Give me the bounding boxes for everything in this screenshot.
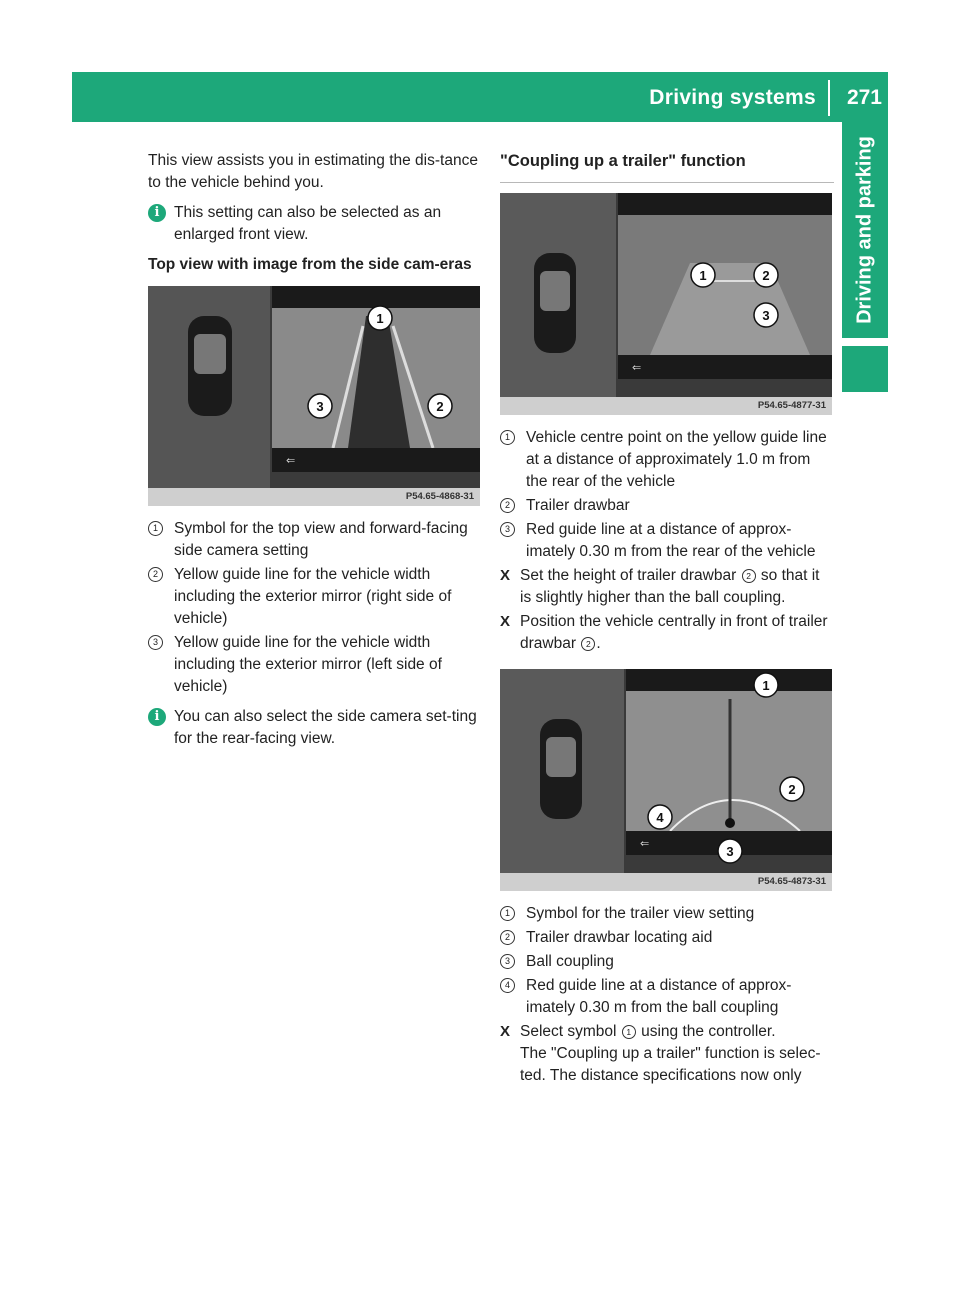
action-arrow-icon: X [500, 1023, 511, 1040]
legend-number: 3 [500, 522, 515, 537]
legend-item [500, 951, 834, 973]
figure-code: P54.65-4877-31 [500, 397, 832, 415]
action-step [500, 565, 834, 609]
action-step [500, 611, 834, 655]
left-column [148, 150, 482, 758]
legend-item [148, 518, 482, 562]
inline-callout: 1 [622, 1025, 636, 1039]
legend-item [500, 903, 834, 925]
action-text: so that it is slightly higher than the ball coupling. [520, 567, 820, 606]
action-arrow-icon: X [500, 567, 511, 584]
inline-callout: 2 [742, 569, 756, 583]
legend-item [148, 632, 482, 698]
legend-item [500, 495, 834, 517]
legend-text: Red guide line at a distance of approx-imately 0.30 m from the rear of the vehicle [526, 521, 816, 560]
camera-image-side [148, 286, 480, 488]
info-icon: i [148, 204, 166, 222]
right-column [500, 150, 834, 1089]
page-header [72, 72, 888, 122]
legend-item [500, 927, 834, 949]
figure-code: P54.65-4873-31 [500, 873, 832, 891]
action-text: Select symbol [520, 1023, 617, 1040]
legend-item [500, 975, 834, 1019]
action-text: . [596, 635, 601, 652]
legend-number: 1 [500, 430, 515, 445]
action-arrow-icon: X [500, 613, 511, 630]
inline-callout: 2 [581, 637, 595, 651]
camera-figure-side [148, 286, 480, 506]
header-divider [828, 80, 830, 116]
camera-figure-coupling [500, 193, 832, 415]
info-note [148, 202, 482, 246]
legend-text: Symbol for the top view and forward-facing side camera setting [174, 520, 468, 559]
action-result-text: The "Coupling up a trailer" function is selec-ted. The distance specifications now only [520, 1045, 821, 1084]
legend-number: 4 [500, 978, 515, 993]
action-text: Position the vehicle centrally in front of trailer drawbar [520, 613, 828, 652]
info-note-text: You can also select the side camera set-ting for the rear-facing view. [174, 708, 477, 747]
section-title: "Coupling up a trailer" function [500, 150, 834, 183]
info-note [148, 706, 482, 750]
legend-number: 3 [148, 635, 163, 650]
action-text: Set the height of trailer drawbar [520, 567, 737, 584]
callout-2: 2 [788, 782, 796, 797]
callout-3: 3 [762, 308, 770, 323]
legend-text: Ball coupling [526, 953, 614, 970]
legend-text: Vehicle centre point on the yellow guide line at a distance of approximately 1.0 m from the rear of the vehicle [526, 429, 827, 490]
legend-text: Symbol for the trailer view setting [526, 905, 755, 922]
info-note-text: This setting can also be selected as an enlarged front view. [174, 204, 442, 243]
svg-text:⇐: ⇐ [640, 837, 650, 850]
legend-item [500, 427, 834, 493]
legend-number: 2 [500, 498, 515, 513]
legend-number: 1 [500, 906, 515, 921]
camera-figure-trailer [500, 669, 832, 891]
action-step [500, 1021, 834, 1087]
callout-3: 3 [316, 399, 324, 414]
legend-text: Yellow guide line for the vehicle width including the exterior mirror (left side of vehicle) [174, 634, 442, 695]
callout-1: 1 [699, 268, 707, 283]
page-number: 271 [846, 86, 882, 109]
chapter-tab-label: Driving and parking [853, 136, 876, 324]
chapter-marker [842, 346, 888, 392]
callout-2: 2 [436, 399, 444, 414]
header-title: Driving systems [649, 86, 816, 109]
subheading: Top view with image from the side cam-eras [148, 256, 472, 273]
callout-1: 1 [762, 678, 770, 693]
svg-text:⇐: ⇐ [632, 361, 642, 374]
action-text: using the controller. [641, 1023, 776, 1040]
callout-3: 3 [726, 844, 734, 859]
info-icon: i [148, 708, 166, 726]
legend-text: Yellow guide line for the vehicle width including the exterior mirror (right side of vehicle) [174, 566, 452, 627]
legend-number: 3 [500, 954, 515, 969]
chapter-tab [842, 122, 888, 338]
callout-4: 4 [656, 810, 664, 825]
legend-number: 2 [500, 930, 515, 945]
legend-item [148, 564, 482, 630]
legend-text: Trailer drawbar [526, 497, 630, 514]
camera-image-trailer [500, 669, 832, 873]
legend-text: Trailer drawbar locating aid [526, 929, 713, 946]
intro-paragraph: This view assists you in estimating the dis-tance to the vehicle behind you. [148, 152, 478, 191]
svg-text:⇐: ⇐ [286, 454, 296, 467]
legend-item [500, 519, 834, 563]
camera-image-coupling [500, 193, 832, 397]
legend-number: 2 [148, 567, 163, 582]
legend-text: Red guide line at a distance of approx-imately 0.30 m from the ball coupling [526, 977, 792, 1016]
legend-number: 1 [148, 521, 163, 536]
callout-2: 2 [762, 268, 770, 283]
callout-1: 1 [376, 311, 384, 326]
figure-code: P54.65-4868-31 [148, 488, 480, 506]
